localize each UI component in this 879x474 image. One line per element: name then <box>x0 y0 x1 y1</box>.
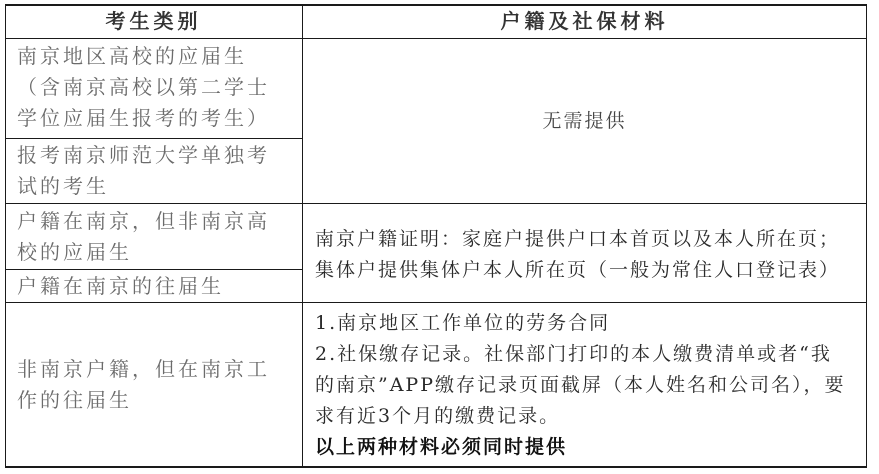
category-line: 户籍在南京，但非南京高 <box>17 209 270 233</box>
material-line: 2.社保缴存记录。社保部门打印的本人缴费清单或者“我 <box>315 343 832 365</box>
row3-left-bottom-border <box>5 269 302 270</box>
category-line: 户籍在南京的往届生 <box>17 274 224 298</box>
category-line: 非南京户籍，但在南京工 <box>17 357 270 381</box>
category-njnu-exam <box>5 140 302 202</box>
materials-table <box>5 4 867 468</box>
material-line: 集体户提供集体户本人所在页（一般为常住人口登记表） <box>315 259 841 281</box>
header-materials: 户籍及社保材料 <box>500 9 669 33</box>
category-line: 学位应届生报考的考生） <box>17 106 270 130</box>
category-line: 校的应届生 <box>17 240 132 264</box>
material-note-bold: 以上两种材料必须同时提供 <box>315 436 568 458</box>
material-line: 1.南京地区工作单位的劳务合同 <box>315 312 611 334</box>
category-nonlocal-working <box>5 354 302 416</box>
group2-bottom-border <box>5 302 867 303</box>
table-bottom-border <box>5 466 867 468</box>
header-category: 考生类别 <box>105 9 202 33</box>
category-line: 报考南京师范大学单独考 <box>17 143 270 167</box>
table-right-border <box>866 4 867 468</box>
material-line: 的南京”APP缴存记录页面截屏（本人姓名和公司名），要 <box>315 374 846 396</box>
material-hukou-proof <box>315 224 865 286</box>
category-nanjing-hukou-nonlocal-grad <box>5 206 302 268</box>
material-none-required: 无需提供 <box>542 110 627 132</box>
category-nanjing-hukou-past-grad <box>5 271 302 302</box>
row1-left-bottom-border <box>5 138 302 139</box>
category-line: 试的考生 <box>17 174 109 198</box>
material-line: 南京户籍证明：家庭户提供户口本首页以及本人所在页； <box>315 228 841 250</box>
group1-bottom-border <box>5 203 867 204</box>
category-line: 南京地区高校的应届生 <box>17 44 247 68</box>
category-line: （含南京高校以第二学士 <box>17 75 270 99</box>
category-line: 作的往届生 <box>17 388 132 412</box>
category-nanjing-graduates <box>5 41 302 134</box>
material-line: 求有近3个月的缴费记录。 <box>315 405 561 427</box>
material-contract-social-security <box>315 308 865 463</box>
